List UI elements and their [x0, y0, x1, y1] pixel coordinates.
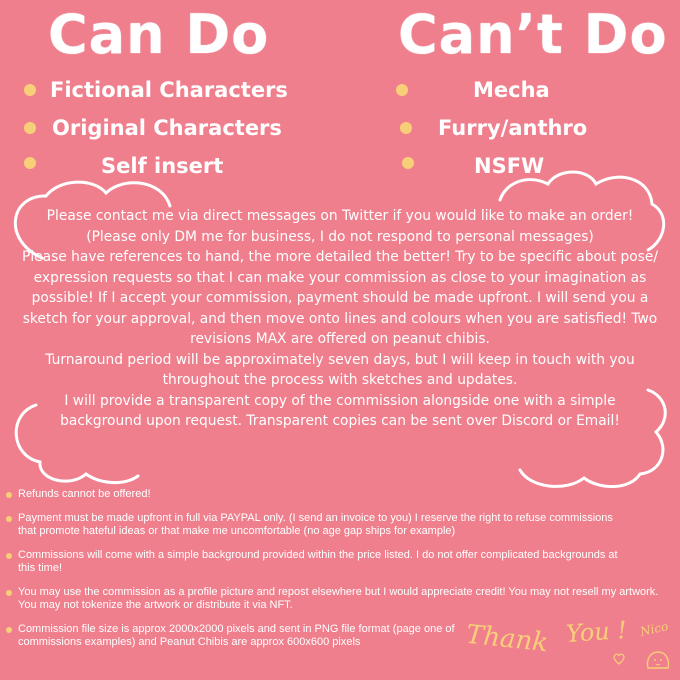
- cant-do-item: NSFW: [474, 154, 545, 178]
- bullet-icon: [6, 553, 12, 559]
- can-do-title: Can Do: [48, 3, 270, 66]
- info-paragraph: Please have references to hand, the more detailed the better! Try to be specific about pose/ expression requests so that I can make your commission as close to your imagination as possible! If I accept your commission, payment should be made upfront. I will send you a sketch for your approval, and then move onto lines and colours when you are satisfied! Two revisions MAX are offered on peanut chibis.: [22, 249, 659, 347]
- you-text: You !: [565, 615, 628, 649]
- cant-do-title: Can’t Do: [398, 3, 668, 66]
- info-paragraph: Please contact me via direct messages on Twitter if you would like to make an order! (Please only DM me for business, I do not respond to personal messages): [46, 208, 634, 245]
- rule-item: Commissions will come with a simple background provided within the price listed. I do not offer complicated backgrounds at this time!: [6, 549, 628, 575]
- rule-item: Payment must be made upfront in full via PAYPAL only. (I send an invoice to you) I reserve the right to refuse commissions that promote hateful ideas or that make me uncomfortable (no age gap ships for example): [6, 512, 618, 538]
- info-text: [22, 206, 658, 432]
- heart-icon: [612, 652, 626, 666]
- rule-item: You may use the commission as a profile picture and repost elsewhere but I would appreciate credit! You may not resell my artwork. You may not tokenize the artwork or distribute it via NFT.: [6, 586, 678, 612]
- bullet-icon: [6, 492, 12, 498]
- can-do-item: Self insert: [101, 154, 224, 178]
- info-paragraph: Turnaround period will be approximately seven days, but I will keep in touch with you throughout the process with sketches and updates.: [45, 351, 635, 388]
- bullet-icon: [6, 590, 12, 596]
- artist-signature: Nico: [638, 619, 670, 639]
- info-paragraph: I will provide a transparent copy of the commission alongside one with a simple background upon request. Transparent copies can be sent over Discord or Email!: [60, 392, 620, 429]
- cant-do-item: Furry/anthro: [438, 116, 588, 140]
- peanut-doodle-icon: [644, 646, 672, 672]
- rule-item: Commission file size is approx 2000x2000 pixels and sent in PNG file format (page one of commissions examples) and Peanut Chibis are approx 600x600 pixels: [6, 623, 488, 649]
- cant-do-item: Mecha: [473, 78, 550, 102]
- bullet-icon: [6, 627, 12, 633]
- thank-text: Thank: [464, 619, 550, 659]
- rule-item: Refunds cannot be offered!: [6, 488, 666, 501]
- bullet-icon: [6, 516, 12, 522]
- can-do-item: Fictional Characters: [50, 78, 288, 102]
- can-do-item: Original Characters: [52, 116, 282, 140]
